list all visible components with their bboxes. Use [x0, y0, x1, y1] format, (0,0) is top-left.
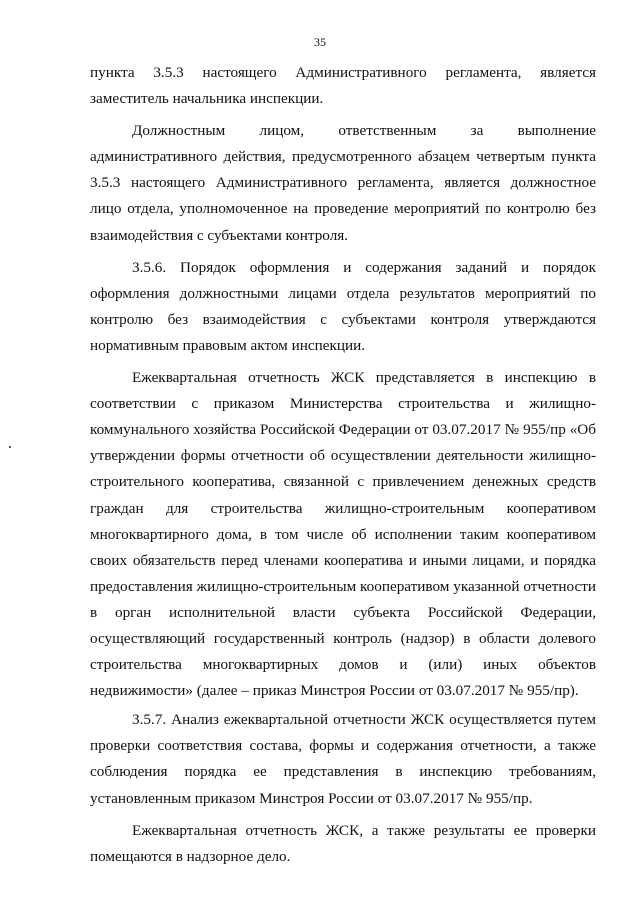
paragraph-section-3-5-6: 3.5.6. Порядок оформления и содержания заданий и порядок оформления должностными лицами отдела результатов мероприятий по контролю без взаимодействия с субъектами контроля утверждаются нормативным правовым актом инспекции.: [90, 258, 596, 354]
paragraph-section-3-5-7: 3.5.7. Анализ ежеквартальной отчетности ЖСК осуществляется путем проверки соответствия состава, формы и содержания отчетности, а также соблюдения порядка ее представления в инспекцию требованиям, установленным приказом Минстроя России от 03.07.2017 № 955/пр.: [90, 711, 596, 807]
paragraph-continuation: пункта 3.5.3 настоящего Административного регламента, является заместитель начальника инспекции.: [90, 64, 596, 108]
paragraph-supervisory-file: Ежеквартальная отчетность ЖСК, а также результаты ее проверки помещаются в надзорное дело.: [90, 821, 596, 865]
paragraph-responsible-official: Должностным лицом, ответственным за выполнение административного действия, предусмотренного абзацем четвертым пункта 3.5.3 настоящего Административного регламента, является должностное лицо отдела, уполномоченное на проведение мероприятий по контролю без взаимодействия с субъектами контроля.: [90, 122, 596, 244]
margin-mark: [9, 446, 11, 448]
page-number: 35: [314, 35, 326, 49]
document-body: [90, 60, 596, 870]
paragraph-quarterly-reporting: Ежеквартальная отчетность ЖСК представляется в инспекцию в соответствии с приказом Министерства строительства и жилищно-коммунального хозяйства Российской Федерации от 03.07.2017 № 955/пр «Об утверждении формы отчетности об осуществлении деятельности жилищно-строительного кооператива, связанной с привлечением денежных средств граждан для строительства жилищно-строительным кооперативом многоквартирного дома, в том числе об исполнении таким кооперативом своих обязательств перед членами кооператива и иными лицами, и порядка предоставления жилищно-строительным кооперативом указанной отчетности в орган исполнительной власти субъекта Российской Федерации, осуществляющий государственный контроль (надзор) в области долевого строительства многоквартирных домов и (или) иных объектов недвижимости» (далее – приказ Минстроя России от 03.07.2017 № 955/пр).: [90, 369, 596, 700]
